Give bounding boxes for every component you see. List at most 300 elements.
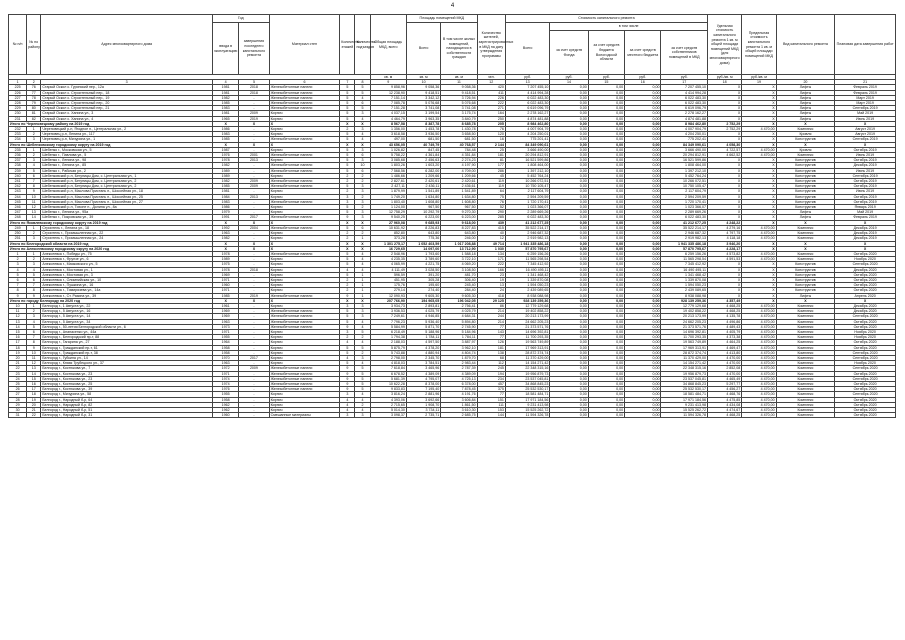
table-cell: X	[742, 262, 776, 267]
table-cell: 0,00	[550, 220, 588, 225]
table-cell: 3 175,74	[441, 111, 477, 116]
table-cell: 0,00	[588, 121, 624, 126]
table-cell: -	[239, 387, 269, 392]
table-cell: 0,00	[550, 303, 588, 308]
table-cell: 1 030	[477, 246, 505, 251]
table-cell: 234	[477, 376, 505, 381]
table-cell: 4 470,00	[742, 340, 776, 345]
header-total-area: Общая площадь МКД, всего	[370, 15, 406, 75]
table-cell: X	[835, 241, 896, 246]
table-cell: 0,00	[625, 298, 661, 303]
table-cell: 1 017 208,88	[441, 241, 477, 246]
table-cell: 1963	[213, 361, 239, 366]
table-cell: Комплекс	[776, 231, 835, 236]
table-cell: 205	[477, 121, 505, 126]
table-cell: 4	[340, 340, 355, 345]
table-cell: 239	[9, 168, 27, 173]
table-cell: Железобетонные панели	[269, 168, 340, 173]
table-cell: 24	[477, 288, 505, 293]
table-cell: 0,00	[588, 298, 624, 303]
table-cell: 5	[340, 257, 355, 262]
table-cell: -	[239, 381, 269, 386]
table-cell: 7 878,45	[441, 387, 477, 392]
table-cell: 3	[9, 262, 27, 267]
table-cell: Железобетонные панели	[269, 251, 340, 256]
table-cell: 35 522 214,17	[505, 225, 549, 230]
table-cell: 19	[477, 277, 505, 282]
column-number-cell: 6	[269, 80, 340, 85]
table-cell: 1960	[213, 283, 239, 288]
table-cell: 0,00	[625, 127, 661, 132]
table-cell: -	[239, 408, 269, 413]
table-cell: 0,00	[588, 184, 624, 189]
table-cell: 12 238,90	[370, 90, 406, 95]
table-cell: Комплекс	[776, 397, 835, 402]
address-cell: Алексеевка г., Пушкина ул., 16	[41, 283, 213, 288]
table-cell: 0,00	[588, 137, 624, 142]
table-cell: X	[707, 272, 741, 277]
table-cell: 5 681,39	[370, 376, 406, 381]
table-cell: -	[239, 309, 269, 314]
table-cell: 3	[355, 413, 370, 418]
table-cell: 5	[340, 101, 355, 106]
table-cell: 3 936,50	[406, 132, 440, 137]
subtotal-label: Итого по Череповецкому району на 2019 год	[9, 121, 213, 126]
table-cell: 0,00	[625, 397, 661, 402]
table-cell: 411	[477, 90, 505, 95]
table-cell: 10 266 072,51	[661, 179, 708, 184]
table-cell: 1971	[213, 277, 239, 282]
table-cell: Октябрь 2019	[835, 147, 896, 152]
table-cell: 4	[355, 408, 370, 413]
table-cell: Лифты	[776, 116, 835, 121]
table-cell: 230	[9, 111, 27, 116]
table-cell: 1979	[213, 210, 239, 215]
table-cell: Октябрь 2020	[835, 371, 896, 376]
table-cell: Сентябрь 2020	[835, 262, 896, 267]
table-cell: 246	[9, 205, 27, 210]
table-cell: 2 983,44	[441, 361, 477, 366]
table-cell: 0,00	[625, 288, 661, 293]
table-cell: 0,00	[588, 408, 624, 413]
table-cell: 3 734,11	[406, 408, 440, 413]
table-cell: 4 248,22	[707, 220, 741, 225]
table-cell: 17 971 184,56	[505, 397, 549, 402]
table-cell: 0,00	[588, 116, 624, 121]
table-cell: 0,00	[550, 95, 588, 100]
table-cell: 8 226,83	[406, 225, 440, 230]
table-cell: 14 154 271,42	[505, 361, 549, 366]
table-cell: 305,28	[406, 277, 440, 282]
table-cell: 0,00	[550, 225, 588, 230]
table-cell: 4 351,84	[441, 153, 477, 158]
table-cell: 2019	[239, 116, 269, 121]
table-cell: 25 532 530,17	[661, 387, 708, 392]
table-cell: 5 184,96	[441, 329, 477, 334]
table-cell: 181	[477, 345, 505, 350]
table-cell: 286	[477, 168, 505, 173]
table-cell: 16	[9, 335, 27, 340]
table-cell: 967,50	[441, 205, 477, 210]
table-cell: 6 223,00	[406, 215, 440, 220]
table-cell: 4 470,00	[742, 225, 776, 230]
table-cell: 681,50	[441, 137, 477, 142]
table-cell: Конструктив	[776, 158, 835, 163]
table-cell: 4	[355, 319, 370, 324]
table-cell: 77	[27, 90, 41, 95]
table-cell: Октябрь 2020	[835, 381, 896, 386]
table-cell: 5	[340, 251, 355, 256]
table-cell: 0,00	[625, 95, 661, 100]
column-number-cell: 4	[213, 80, 239, 85]
table-cell: 0,00	[625, 246, 661, 251]
table-cell: 928 139 259,36	[661, 298, 708, 303]
table-cell: Кирпич	[269, 236, 340, 241]
table-cell: X	[239, 121, 269, 126]
table-cell: 3	[355, 127, 370, 132]
table-cell: X	[269, 246, 340, 251]
table-cell: 2	[340, 277, 355, 282]
table-cell: Железобетонные панели	[269, 184, 340, 189]
table-cell: 2009	[239, 111, 269, 116]
address-cell: Череповецкий р-н, Ягодное п., Центральная ул., 2	[41, 127, 213, 132]
table-cell: 5	[27, 324, 41, 329]
table-cell: X	[707, 189, 741, 194]
table-cell: Январь 2019	[835, 205, 896, 210]
table-cell: Комплекс	[776, 153, 835, 158]
table-cell: 2 594 209,59	[661, 194, 708, 199]
table-cell: Комплекс	[776, 303, 835, 308]
table-cell: Ноябрь 2020	[835, 329, 896, 334]
table-cell: 2 946 687,32	[661, 231, 708, 236]
table-cell: 9	[340, 366, 355, 371]
table-cell: Конструктив	[776, 189, 835, 194]
address-cell: Старый Оскол с. Строительный пер., 18	[41, 90, 213, 95]
table-cell: 9	[340, 293, 355, 298]
table-cell: 7	[27, 283, 41, 288]
table-cell: 250	[9, 231, 27, 236]
table-cell: 18	[9, 345, 27, 350]
table-cell: 6 259 156,26	[505, 251, 549, 256]
table-cell: 20	[9, 355, 27, 360]
table-cell: 0,00	[550, 251, 588, 256]
table-cell: -	[239, 205, 269, 210]
table-cell: 3	[340, 303, 355, 308]
table-cell: 15 525 262,72	[661, 408, 708, 413]
table-cell: X	[742, 132, 776, 137]
table-cell: 4 725,13	[441, 376, 477, 381]
table-cell: 23 537 045,81	[505, 376, 549, 381]
table-cell: 2	[340, 283, 355, 288]
table-cell: 1985	[213, 137, 239, 142]
table-cell: Лифты	[776, 210, 835, 215]
table-cell: 0,00	[625, 173, 661, 178]
header-cost-incl: в том числе	[550, 23, 708, 31]
table-cell: X	[742, 111, 776, 116]
table-cell: 1 634,80	[406, 194, 440, 199]
table-cell: Октябрь 2020	[835, 397, 896, 402]
table-cell: 5 188,96	[406, 329, 440, 334]
table-cell: 9	[340, 387, 355, 392]
table-cell: X	[707, 101, 741, 106]
table-cell: 2 752,29	[707, 121, 741, 126]
table-cell: Железобетонные панели	[269, 101, 340, 106]
table-cell: 0,00	[550, 127, 588, 132]
table-cell: 451,95	[370, 277, 406, 282]
table-cell: 8	[9, 288, 27, 293]
table-cell: 4 414 994,28	[505, 90, 549, 95]
table-cell: 2017	[239, 355, 269, 360]
table-cell: 8 685,78	[441, 121, 477, 126]
table-cell: 5	[340, 85, 355, 90]
table-cell: 0,00	[550, 267, 588, 272]
table-cell: 222	[477, 262, 505, 267]
table-cell: 3 722,10	[441, 257, 477, 262]
table-cell: X	[707, 277, 741, 282]
table-cell: 0,00	[588, 210, 624, 215]
table-cell: 4 414 994,28	[661, 90, 708, 95]
table-cell: 1984	[213, 194, 239, 199]
table-cell: 4 221,75	[406, 262, 440, 267]
table-cell: 1974	[213, 376, 239, 381]
table-cell: 497,00	[370, 137, 406, 142]
table-cell: 0,00	[588, 189, 624, 194]
table-cell: X	[742, 85, 776, 90]
table-cell: -	[239, 132, 269, 137]
table-cell: 234	[9, 137, 27, 142]
table-cell: 2 798,00	[370, 355, 406, 360]
table-cell: 64	[477, 189, 505, 194]
table-cell: 2 787,39	[441, 366, 477, 371]
table-cell: X	[707, 293, 741, 298]
table-cell: X	[776, 220, 835, 225]
table-cell: 0,00	[625, 314, 661, 319]
table-cell: 22 348 315,16	[661, 366, 708, 371]
table-cell: Комплекс	[776, 376, 835, 381]
column-number-cell: 17	[661, 80, 708, 85]
table-cell: 245	[477, 366, 505, 371]
table-cell: 3 840,79	[441, 116, 477, 121]
table-cell: 775,36	[406, 236, 440, 241]
table-cell: 0,00	[588, 173, 624, 178]
table-cell: Комплекс	[776, 371, 835, 376]
table-cell: 231	[9, 116, 27, 121]
table-cell: 0,00	[625, 392, 661, 397]
table-cell: 2013	[239, 158, 269, 163]
table-cell: 1985	[213, 184, 239, 189]
table-cell: Кирпич	[269, 355, 340, 360]
table-cell: 4 235,35	[370, 257, 406, 262]
table-cell: 3 741,08	[406, 106, 440, 111]
table-cell: Сентябрь 2020	[835, 392, 896, 397]
table-cell: 194	[477, 371, 505, 376]
table-cell: 6 022 483,30	[505, 95, 549, 100]
table-cell: 0,00	[625, 142, 661, 147]
table-cell: 1983	[213, 106, 239, 111]
table-cell: -	[239, 376, 269, 381]
table-cell: 4	[340, 402, 355, 407]
table-cell: 0,00	[625, 231, 661, 236]
table-cell: 4 470,00	[742, 397, 776, 402]
table-cell: 4 804,74	[441, 350, 477, 355]
table-cell: 4 470,00	[742, 303, 776, 308]
units-cell: руб./кв. м	[742, 75, 776, 80]
table-cell: 76	[477, 199, 505, 204]
table-cell: 9	[27, 293, 41, 298]
address-cell: Белгород г., 5 Августа ул., 34	[41, 319, 213, 324]
table-cell: 2009	[239, 366, 269, 371]
table-cell: 5	[340, 90, 355, 95]
table-cell: -	[239, 371, 269, 376]
table-cell: 5	[340, 137, 355, 142]
table-cell: 0,00	[588, 319, 624, 324]
table-cell: 4	[355, 392, 370, 397]
table-cell: 1 541,89	[441, 189, 477, 194]
table-cell: 2 852,08	[707, 366, 741, 371]
table-cell: 214	[477, 319, 505, 324]
table-cell: 0,00	[588, 85, 624, 90]
table-cell: 5	[27, 272, 41, 277]
subtotal-label: Итого по Шебенковскому городскому округу на 2019 год	[9, 142, 213, 147]
table-cell: 1	[355, 277, 370, 282]
table-cell: 0,00	[625, 137, 661, 142]
table-cell: 8	[27, 340, 41, 345]
table-cell: 852,80	[370, 231, 406, 236]
table-cell: 2 427,11	[370, 184, 406, 189]
address-cell: Шебенко г., Павлова ул., 5	[41, 153, 213, 158]
table-cell: 5	[340, 319, 355, 324]
table-cell: 681,50	[406, 137, 440, 142]
table-cell: Декабрь 2020	[835, 309, 896, 314]
subtotal-label: Итого по Белгородской области на 2019 год	[9, 241, 213, 246]
table-cell: 1 803,26	[370, 163, 406, 168]
table-cell: 5	[340, 272, 355, 277]
table-cell: 6	[9, 277, 27, 282]
table-cell: 1 023 366,07	[661, 205, 708, 210]
table-cell: 112	[477, 361, 505, 366]
table-cell: 0,00	[625, 194, 661, 199]
table-cell: 233	[9, 132, 27, 137]
table-cell: 22	[27, 413, 41, 418]
table-cell: 0,00	[550, 236, 588, 241]
table-cell: 9 418,51	[441, 90, 477, 95]
table-cell: 9 058,36	[406, 85, 440, 90]
table-cell: 4 470,00	[742, 147, 776, 152]
table-cell: 1978	[213, 251, 239, 256]
header-cost-fund: за счет средств Фонда	[550, 31, 588, 75]
subtotal-label: Итого по Яковлевскому городскому округу на 2019 год	[9, 220, 213, 225]
table-cell: 2019	[239, 293, 269, 298]
table-header	[9, 15, 896, 85]
table-cell: 1982	[213, 163, 239, 168]
table-cell: 0,00	[550, 173, 588, 178]
table-cell: Кирпич	[269, 210, 340, 215]
table-cell: -	[239, 288, 269, 293]
table-cell: 1 301 275,17	[370, 241, 406, 246]
table-cell: 1955	[213, 392, 239, 397]
header-entrances: Количество подъездов	[355, 15, 370, 75]
table-cell: 4 470,00	[742, 335, 776, 340]
table-cell: 0,00	[588, 251, 624, 256]
table-cell: 2009	[239, 179, 269, 184]
table-cell: 1 341 468,42	[661, 272, 708, 277]
table-cell: 4 111,49	[370, 267, 406, 272]
table-cell: 3 962,10	[441, 345, 477, 350]
table-cell: 1 209,66	[441, 173, 477, 178]
table-cell: Август 2019	[835, 132, 896, 137]
table-cell: 1 594 050,23	[661, 283, 708, 288]
table-cell: 5 297,77	[707, 381, 741, 386]
table-cell: 4 069,20	[441, 262, 477, 267]
table-body	[9, 85, 896, 418]
table-cell: 0,00	[588, 309, 624, 314]
table-cell: 4 470,00	[742, 381, 776, 386]
table-cell: 1963	[213, 319, 239, 324]
table-cell: 0,00	[588, 241, 624, 246]
table-cell: Октябрь 2020	[835, 324, 896, 329]
table-cell: 0,00	[625, 267, 661, 272]
table-cell: 11	[9, 309, 27, 314]
table-cell: 227	[9, 95, 27, 100]
table-cell: 82	[27, 116, 41, 121]
table-cell: X	[742, 246, 776, 251]
table-cell: Октябрь 2020	[835, 387, 896, 392]
units-cell: руб.	[550, 75, 588, 80]
address-cell: Алексеевка г., Мостовая ул., 3	[41, 272, 213, 277]
table-cell: Кирпич	[269, 277, 340, 282]
units-cell: чел.	[477, 75, 505, 80]
table-cell: 2 715,65	[370, 402, 406, 407]
table-cell: 306,40	[441, 277, 477, 282]
table-cell: 23	[9, 371, 27, 376]
table-cell: 10 750 105,47	[661, 184, 708, 189]
table-cell: X	[742, 215, 776, 220]
table-cell: 12 090,93	[370, 293, 406, 298]
table-cell: Сентябрь 2020	[835, 366, 896, 371]
table-cell: 4 722,57	[707, 147, 741, 152]
header-cost-local: за счет средств местного бюджета	[625, 31, 661, 75]
table-cell: 0,00	[550, 194, 588, 199]
table-cell: Конструктив	[776, 179, 835, 184]
table-cell: 238	[9, 163, 27, 168]
address-cell: Белгород г., Народный б-р, 82	[41, 402, 213, 407]
table-cell: 9	[9, 293, 27, 298]
table-cell: X	[355, 246, 370, 251]
table-cell: Кирпич	[269, 350, 340, 355]
table-cell: X	[269, 220, 340, 225]
table-cell: X	[776, 142, 835, 147]
table-cell: 77	[477, 324, 505, 329]
table-cell: 1989	[213, 173, 239, 178]
address-cell: Белгород г., Костюкова ул., 39	[41, 387, 213, 392]
table-cell: 3	[27, 314, 41, 319]
header-cost-total: Всего	[505, 23, 549, 75]
column-number-cell: 8	[355, 80, 370, 85]
table-cell: 4 470,00	[742, 376, 776, 381]
table-cell: 10 750 105,47	[505, 184, 549, 189]
table-cell: Лифты	[776, 215, 835, 220]
column-number-cell: 12	[477, 80, 505, 85]
table-cell: 4 470,00	[742, 257, 776, 262]
table-cell: 457	[477, 381, 505, 386]
table-cell: 23 537 045,81	[661, 376, 708, 381]
table-cell: 0,00	[625, 199, 661, 204]
table-cell: 1969	[213, 309, 239, 314]
table-cell: 0,00	[550, 163, 588, 168]
table-cell: 86	[477, 303, 505, 308]
table-cell: Железобетонные панели	[269, 371, 340, 376]
table-cell: 7 195,40	[406, 387, 440, 392]
